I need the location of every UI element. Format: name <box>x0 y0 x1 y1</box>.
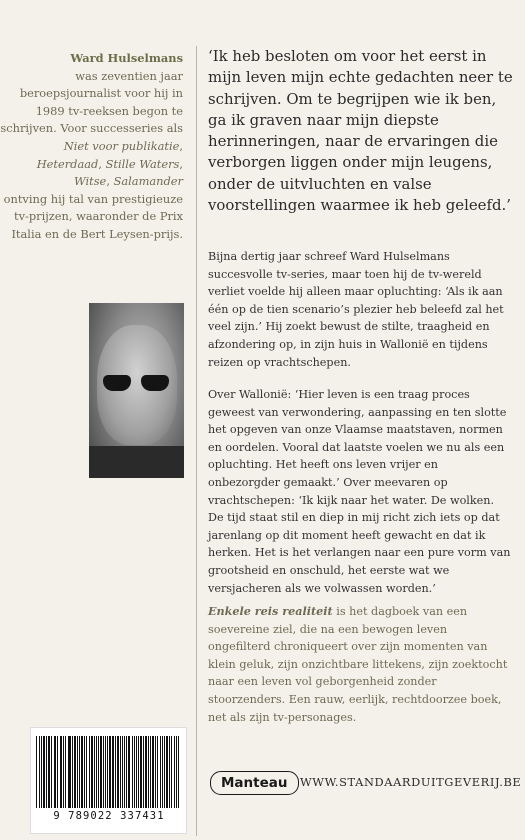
barcode-bar <box>57 736 58 808</box>
sunglasses-icon <box>103 375 173 391</box>
blurb-paragraph-3-text: is het dagboek van een soevereine ziel, die na een bewogen leven ongefilterd chroniqueert over zijn momenten van klein geluk, zijn onzichtbare littekens, zijn zoektocht naar een leven vol geborgenheid zonder stoorzenders. Een rauw, eerlijk, rechtdoorzee boek, net als zijn tv-personages. <box>208 605 508 724</box>
author-name: Ward Hulselmans <box>70 51 183 65</box>
barcode-bar <box>152 736 153 808</box>
barcode-bar <box>39 736 40 808</box>
barcode-bar <box>115 736 116 808</box>
column-divider <box>196 46 197 836</box>
blurb-paragraph-1: Bijna dertig jaar schreef Ward Hulselmans succesvolle tv-series, maar toen hij de tv-wereld verliet voelde hij alleen maar opluchting: ‘Als ik aan één op de tien scenario’s plezier heb beleefd zal het veel zijn.’ Hij zoekt bewust de stilte, traagheid en afzondering op, in zijn huis in Wallonië en tijdens reizen op vrachtschepen. <box>208 250 504 369</box>
barcode-bar <box>81 736 82 808</box>
barcode-bar <box>69 736 70 808</box>
barcode-bar <box>143 736 144 808</box>
barcode-bar <box>169 736 170 808</box>
barcode-bar <box>74 736 76 808</box>
barcode-bar <box>103 736 104 808</box>
barcode-bar <box>89 736 90 808</box>
barcode-bar <box>174 736 175 808</box>
barcode-bar <box>171 736 172 808</box>
barcode-bar <box>36 736 37 808</box>
blurb-paragraph-3 <box>208 603 513 726</box>
barcode-bar <box>157 736 158 808</box>
barcode-bar <box>150 736 151 808</box>
isbn-number: 9 789022 337431 <box>53 810 165 822</box>
series-5: Salamander <box>113 174 183 189</box>
barcode-bar <box>136 736 137 808</box>
pull-quote: ‘Ik heb besloten om voor het eerst in mijn leven mijn echte gedachten neer te schrijven. Om te begrijpen wie ik ben, ga ik graven naar mijn diepste herinneringen, naar de ervaringen die verborgen liggen onder mijn leugens, onder de uitvluchten en valse voorstellingen waarmee ik heb geleefd.’ <box>208 47 513 215</box>
barcode-bar <box>124 736 125 808</box>
barcode-bar <box>117 736 118 808</box>
publisher-logo: Manteau <box>210 771 299 795</box>
barcode-bar <box>72 736 73 808</box>
barcode-bar <box>60 736 62 808</box>
bio-text-2: ontving hij tal van prestigieuze tv-prijzen, waaronder de Prix Italia en de Bert Leysen-prijs. <box>3 191 183 241</box>
bio-text-1: was zeventien jaar beroepsjournalist voor hij in 1989 tv-reeksen begon te schrijven. Voor successeries als <box>0 68 183 136</box>
author-photo <box>89 303 184 478</box>
publisher-url[interactable]: WWW.STANDAARDUITGEVERIJ.BE <box>300 775 522 789</box>
barcode-bar <box>46 736 47 808</box>
barcode-bar <box>148 736 149 808</box>
barcode-bar <box>164 736 165 808</box>
barcode-bar <box>160 736 161 808</box>
barcode-bar <box>145 736 147 808</box>
isbn-barcode <box>30 727 187 834</box>
barcode-bar <box>94 736 95 808</box>
barcode-bar <box>51 736 52 808</box>
barcode-bar <box>126 736 127 808</box>
barcode-bar <box>155 736 156 808</box>
barcode-bar <box>79 736 80 808</box>
series-4: Witse <box>73 174 107 189</box>
barcode-bar <box>176 736 177 808</box>
book-title: Enkele reis realiteit <box>208 604 333 618</box>
barcode-bar <box>134 736 135 808</box>
barcode-bar <box>107 736 108 808</box>
barcode-bar <box>68 736 69 808</box>
series-1: Niet voor publikatie <box>63 138 180 153</box>
author-bio: Ward Hulselmans was zeventien jaar beroepsjournalist voor hij in 1989 tv-reeksen begon te schrijven. Voor successeries als Niet voor publikatie, Heterdaad, Stille Waters, Witse, Salamander ontving hij tal van prestigieuze tv-prijzen, waaronder de Prix Italia en de Bert Leysen-prijs. <box>0 51 183 241</box>
barcode-bar <box>41 736 42 808</box>
barcode-bar <box>55 736 56 808</box>
barcode-bar <box>132 736 133 808</box>
barcode-bar <box>105 736 106 808</box>
barcode-bar <box>128 736 130 808</box>
barcode-bar <box>98 736 99 808</box>
barcode-bar <box>122 736 123 808</box>
barcode-bar <box>178 736 179 808</box>
barcode-bar <box>96 736 97 808</box>
barcode-bar <box>109 736 110 808</box>
barcode-bar <box>86 736 87 808</box>
author-shirt <box>89 446 184 478</box>
barcode-bar <box>100 736 101 808</box>
barcode-bar <box>84 736 85 808</box>
barcode-bar <box>112 736 114 808</box>
pull-quote-block <box>208 46 513 216</box>
barcode-bar <box>140 736 141 808</box>
barcode-bar <box>120 736 121 808</box>
barcode-bar <box>65 736 66 808</box>
series-2: Heterdaad <box>36 156 99 171</box>
barcode-bar <box>43 736 45 808</box>
barcode-bar <box>91 736 93 808</box>
series-3: Stille Waters <box>105 156 180 171</box>
barcode-bar <box>138 736 139 808</box>
barcode-bar <box>54 736 55 808</box>
barcode-bar <box>162 736 163 808</box>
barcode-bars <box>36 736 181 808</box>
blurb-paragraph-2: Over Wallonië: ‘Hier leven is een traag proces geweest van verwondering, aanpassing en ten slotte het opgeven van onze Vlaamse maatstaven, normen en oordelen. Vooral dat laatste voelen we nu als een opluchting. Het heeft ons leven vrijer en onbezorgder gemaakt.’ Over meevaren op vrachtschepen: ‘Ik kijk naar het water. De wolken. De tijd staat stil en diep in mij richt zich iets op dat jarenlang op dit moment heeft gewacht en dat ik herken. Het is het verlangen naar een pure vorm van grootsheid en onschuld, het eerste wat we versjacheren als we volwassen worden.’ <box>208 388 511 595</box>
barcode-bar <box>77 736 78 808</box>
barcode-bar <box>166 736 168 808</box>
barcode-bar <box>63 736 64 808</box>
barcode-bar <box>48 736 49 808</box>
